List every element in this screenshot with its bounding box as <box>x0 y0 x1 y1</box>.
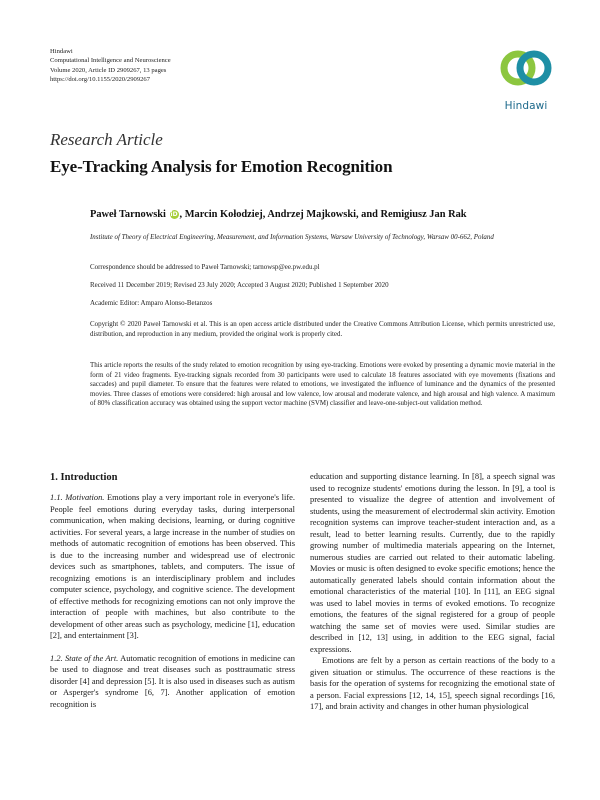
motivation-paragraph <box>50 492 295 642</box>
author-list <box>90 209 467 220</box>
state-of-art-paragraph <box>50 653 295 711</box>
co-authors: , Marcin Kołodziej, Andrzej Majkowski, and Remigiusz Jan Rak <box>179 209 467 220</box>
correspondence: Correspondence should be addressed to Paweł Tarnowski; tarnowsp@ee.pw.edu.pl <box>90 263 320 271</box>
academic-editor: Academic Editor: Amparo Alonso-Betanzos <box>90 299 213 307</box>
doi-link[interactable]: https://doi.org/10.1155/2020/2909267 <box>50 76 151 84</box>
first-author[interactable]: Paweł Tarnowski <box>90 209 166 220</box>
hindawi-logo-icon <box>494 42 558 94</box>
state-of-art-text: Automatic recognition of emotions in medicine can be used to diagnose and treat diseases such as posttraumatic stress disorder [4] and depression [5]. It is also used in diseases such as autism or Asperger's syndrome [6, 7]. Another application of emotion recognition is <box>50 652 295 709</box>
publication-dates: Received 11 December 2019; Revised 23 July 2020; Accepted 3 August 2020; Published 1 September 2020 <box>90 281 389 289</box>
copyright-notice: Copyright © 2020 Paweł Tarnowski et al. This is an open access article distributed under the Creative Commons Attribution License, which permits unrestricted use, distribution, and reproduction in any medium, provided the original work is properly cited. <box>90 320 555 338</box>
publisher-name: Hindawi <box>50 48 73 55</box>
article-title: Eye-Tracking Analysis for Emotion Recognition <box>50 157 393 176</box>
body-paragraph: education and supporting distance learning. In [8], a speech signal was used to recognize students' emotions during the lesson. In [9], a tool is presented to visualize the degree of attention and involvement of students, using the measurement of electrodermal skin activity. Emotion recognition systems can improve teacher-student interaction and, as a result, lead to better learning results. Currently, due to the rapidly growing number of multimedia materials appearing on the Internet, numerous studies are carried out related to their automatic labeling. Movies or music is often designed to evoke specific emotions; hence the automatically generated labels should contain information about the emotional characteristics of the material [10]. In [11], an EEG signal was used to label movies in terms of evoked emotions. To recognize emotions, the features of the signal registered for a group of people watching the same set of movies were used. Similar studies are described in [12, 13] using, in addition to the EEG signal, facial expressions. <box>310 471 555 654</box>
volume-info: Volume 2020, Article ID 2909267, 13 pages <box>50 66 167 74</box>
section-heading: 1. Introduction <box>50 472 118 483</box>
logo-wordmark: Hindawi <box>504 100 548 112</box>
left-column <box>50 471 295 710</box>
abstract: This article reports the results of the study related to emotion recognition by using eye-tracking. Emotions were evoked by presenting a dynamic movie material in the form of 21 video fragments. Eye-tracking signals recorded from 30 participants were used to calculate 18 features associated with eye movements (fixations and saccades) and pupil diameter. To ensure that the features were related to emotions, we investigated the influence of luminance and the dynamics of the presented movies. Three classes of emotions were considered: high arousal and low valence, low arousal and moderate valence, and high arousal and high valence. A maximum of 80% classification accuracy was obtained using the support vector machine (SVM) classifier and leave-one-subject-out validation method. <box>90 361 555 408</box>
right-column <box>310 471 555 713</box>
affiliation: Institute of Theory of Electrical Engineering, Measurement, and Information Systems, Warsaw University of Technology, Warsaw 00-662, Poland <box>90 233 494 241</box>
motivation-text: Emotions play a very important role in everyone's life. People feel emotions during everyday tasks, during interpersonal communication, when making decisions, learning, or during cognitive activities. For several years, a large increase in the number of studies on methods of automatic recognition of emotions has been observed. This is due to the increasing number and widespread use of electronic devices such as smartphones, tablets, and computers. The issue of recognizing emotions is an interdisciplinary problem and includes computer science, psychology, and cognitive science. The development of effective methods for recognizing emotions can not only improve the interaction of people with machines, but also contribute to the development of other areas such as psychology, medicine [1], education [2], and entertainment [3]. <box>50 492 295 640</box>
article-type: Research Article <box>50 130 163 149</box>
body-paragraph: Emotions are felt by a person as certain reactions of the body to a given situation or stimulus. The occurrence of these reactions is the basis for the operation of systems for recognizing the emotional state of a person. Facial expressions [12, 14, 15], speech signal recordings [16, 17], and brain activity and changes in other human physiological <box>310 655 555 711</box>
subsection-heading: 1.2. State of the Art. <box>50 652 119 663</box>
subsection-heading: 1.1. Motivation. <box>50 492 105 502</box>
orcid-icon[interactable]: iD <box>170 211 178 218</box>
hindawi-logo[interactable] <box>494 42 558 110</box>
journal-name: Computational Intelligence and Neuroscience <box>50 57 171 65</box>
journal-metadata <box>50 47 171 85</box>
